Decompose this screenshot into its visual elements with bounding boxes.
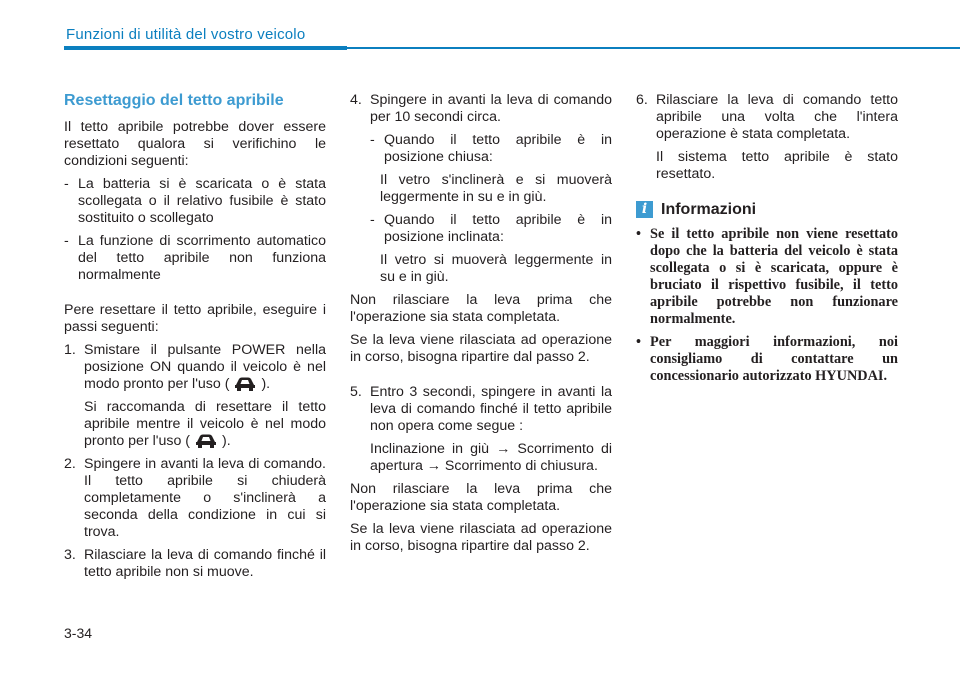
warning-paragraph: Non rilasciare la leva prima che l'operazione sia stata completata.: [350, 481, 612, 514]
section-heading: Resettaggio del tetto apribile: [64, 92, 284, 109]
header-rule: [347, 47, 960, 49]
step-item: [64, 456, 326, 541]
step6-result: Il sistema tetto apribile è stato resettato.: [656, 149, 898, 182]
step-number: 1.: [64, 342, 76, 358]
dash-marker: -: [370, 212, 375, 228]
page-number: 3-34: [64, 625, 93, 641]
car-ready-icon: [194, 433, 218, 448]
step-item: [636, 92, 898, 143]
bullet-marker: •: [636, 334, 642, 350]
step-item: [64, 547, 326, 581]
condition-item: [370, 212, 612, 246]
step-text: Smistare il pulsante POWER nella posizione ON quando il veicolo è nel modo pronto per l'uso ( ).: [84, 342, 326, 392]
dash-marker: -: [370, 132, 375, 148]
step-text: Spingere in avanti la leva di comando. Il tetto apribile si chiuderà completamente o s'inclinerà a seconda della condizione in cui si trova.: [84, 456, 326, 540]
step-text: Rilasciare la leva di comando finché il tetto apribile non si muove.: [84, 547, 326, 580]
condition-item: [64, 176, 326, 227]
car-ready-icon: [233, 376, 257, 391]
condition-text: La batteria si è scaricata o è stata scollegata o il relativo fusibile è stato sostituito o scollegato: [78, 176, 326, 226]
warning-paragraph: Se la leva viene rilasciata ad operazione in corso, bisogna ripartire dal passo 2.: [350, 332, 612, 365]
sequence-text: Inclinazione in giù → Scorrimento di apertura → Scorrimento di chiusura.: [370, 441, 612, 474]
section-title: Funzioni di utilità del vostro veicolo: [66, 26, 306, 43]
info-list: [636, 226, 898, 385]
bullet-marker: •: [636, 226, 642, 242]
info-item: [636, 226, 898, 328]
step-item: [350, 92, 612, 126]
column-1: [64, 92, 326, 587]
step-text: Entro 3 secondi, spingere in avanti la leva di comando finché il tetto apribile non opera come segue :: [370, 384, 612, 434]
condition-detail: Il vetro si muoverà leggermente in su e in giù.: [380, 252, 612, 285]
step1-note: Si raccomanda di resettare il tetto apribile mentre il veicolo è nel modo pronto per l'uso ( ).: [84, 399, 326, 449]
condition-text: Quando il tetto apribile è in posizione inclinata:: [384, 212, 612, 245]
step-number: 2.: [64, 456, 76, 472]
step-number: 3.: [64, 547, 76, 563]
dash-marker: -: [64, 233, 69, 249]
condition-item: [64, 233, 326, 284]
info-item: [636, 334, 898, 385]
condition-item: [370, 132, 612, 166]
info-title: Informazioni: [661, 201, 757, 218]
step-text: Rilasciare la leva di comando tetto apribile una volta che l'intera operazione è stata completata.: [656, 92, 898, 142]
header-accent-bar: [64, 46, 347, 50]
info-heading: [636, 201, 898, 218]
steps-intro: Pere resettare il tetto apribile, eseguire i passi seguenti:: [64, 302, 326, 335]
step-item: [350, 384, 612, 435]
condition-detail: Il vetro s'inclinerà e si muoverà leggermente in su e in giù.: [380, 172, 612, 205]
info-text: Per maggiori informazioni, noi consigliamo di contattare un concessionario autorizzato HYUNDAI.: [650, 334, 898, 384]
condition-text: Quando il tetto apribile è in posizione chiusa:: [384, 132, 612, 165]
info-icon: i: [636, 201, 653, 218]
step-number: 4.: [350, 92, 362, 108]
warning-paragraph: Se la leva viene rilasciata ad operazione in corso, bisogna ripartire dal passo 2.: [350, 521, 612, 554]
column-3: [636, 92, 898, 391]
column-2: [350, 92, 612, 561]
step-text: Spingere in avanti la leva di comando per 10 secondi circa.: [370, 92, 612, 125]
intro-paragraph: Il tetto apribile potrebbe dover essere resettato qualora si verifichino le condizioni seguenti:: [64, 119, 326, 169]
dash-marker: -: [64, 176, 69, 192]
info-text: Se il tetto apribile non viene resettato dopo che la batteria del veicolo è stata scollegata o si è scaricata, oppure è bruciato il rispettivo fusibile, il tetto apribile potrebbe non funzionare normalmente.: [650, 226, 898, 327]
step-item: [64, 342, 326, 393]
condition-text: La funzione di scorrimento automatico del tetto apribile non funziona normalmente: [78, 233, 326, 283]
step-number: 6.: [636, 92, 648, 108]
step-number: 5.: [350, 384, 362, 400]
warning-paragraph: Non rilasciare la leva prima che l'operazione sia stata completata.: [350, 292, 612, 325]
